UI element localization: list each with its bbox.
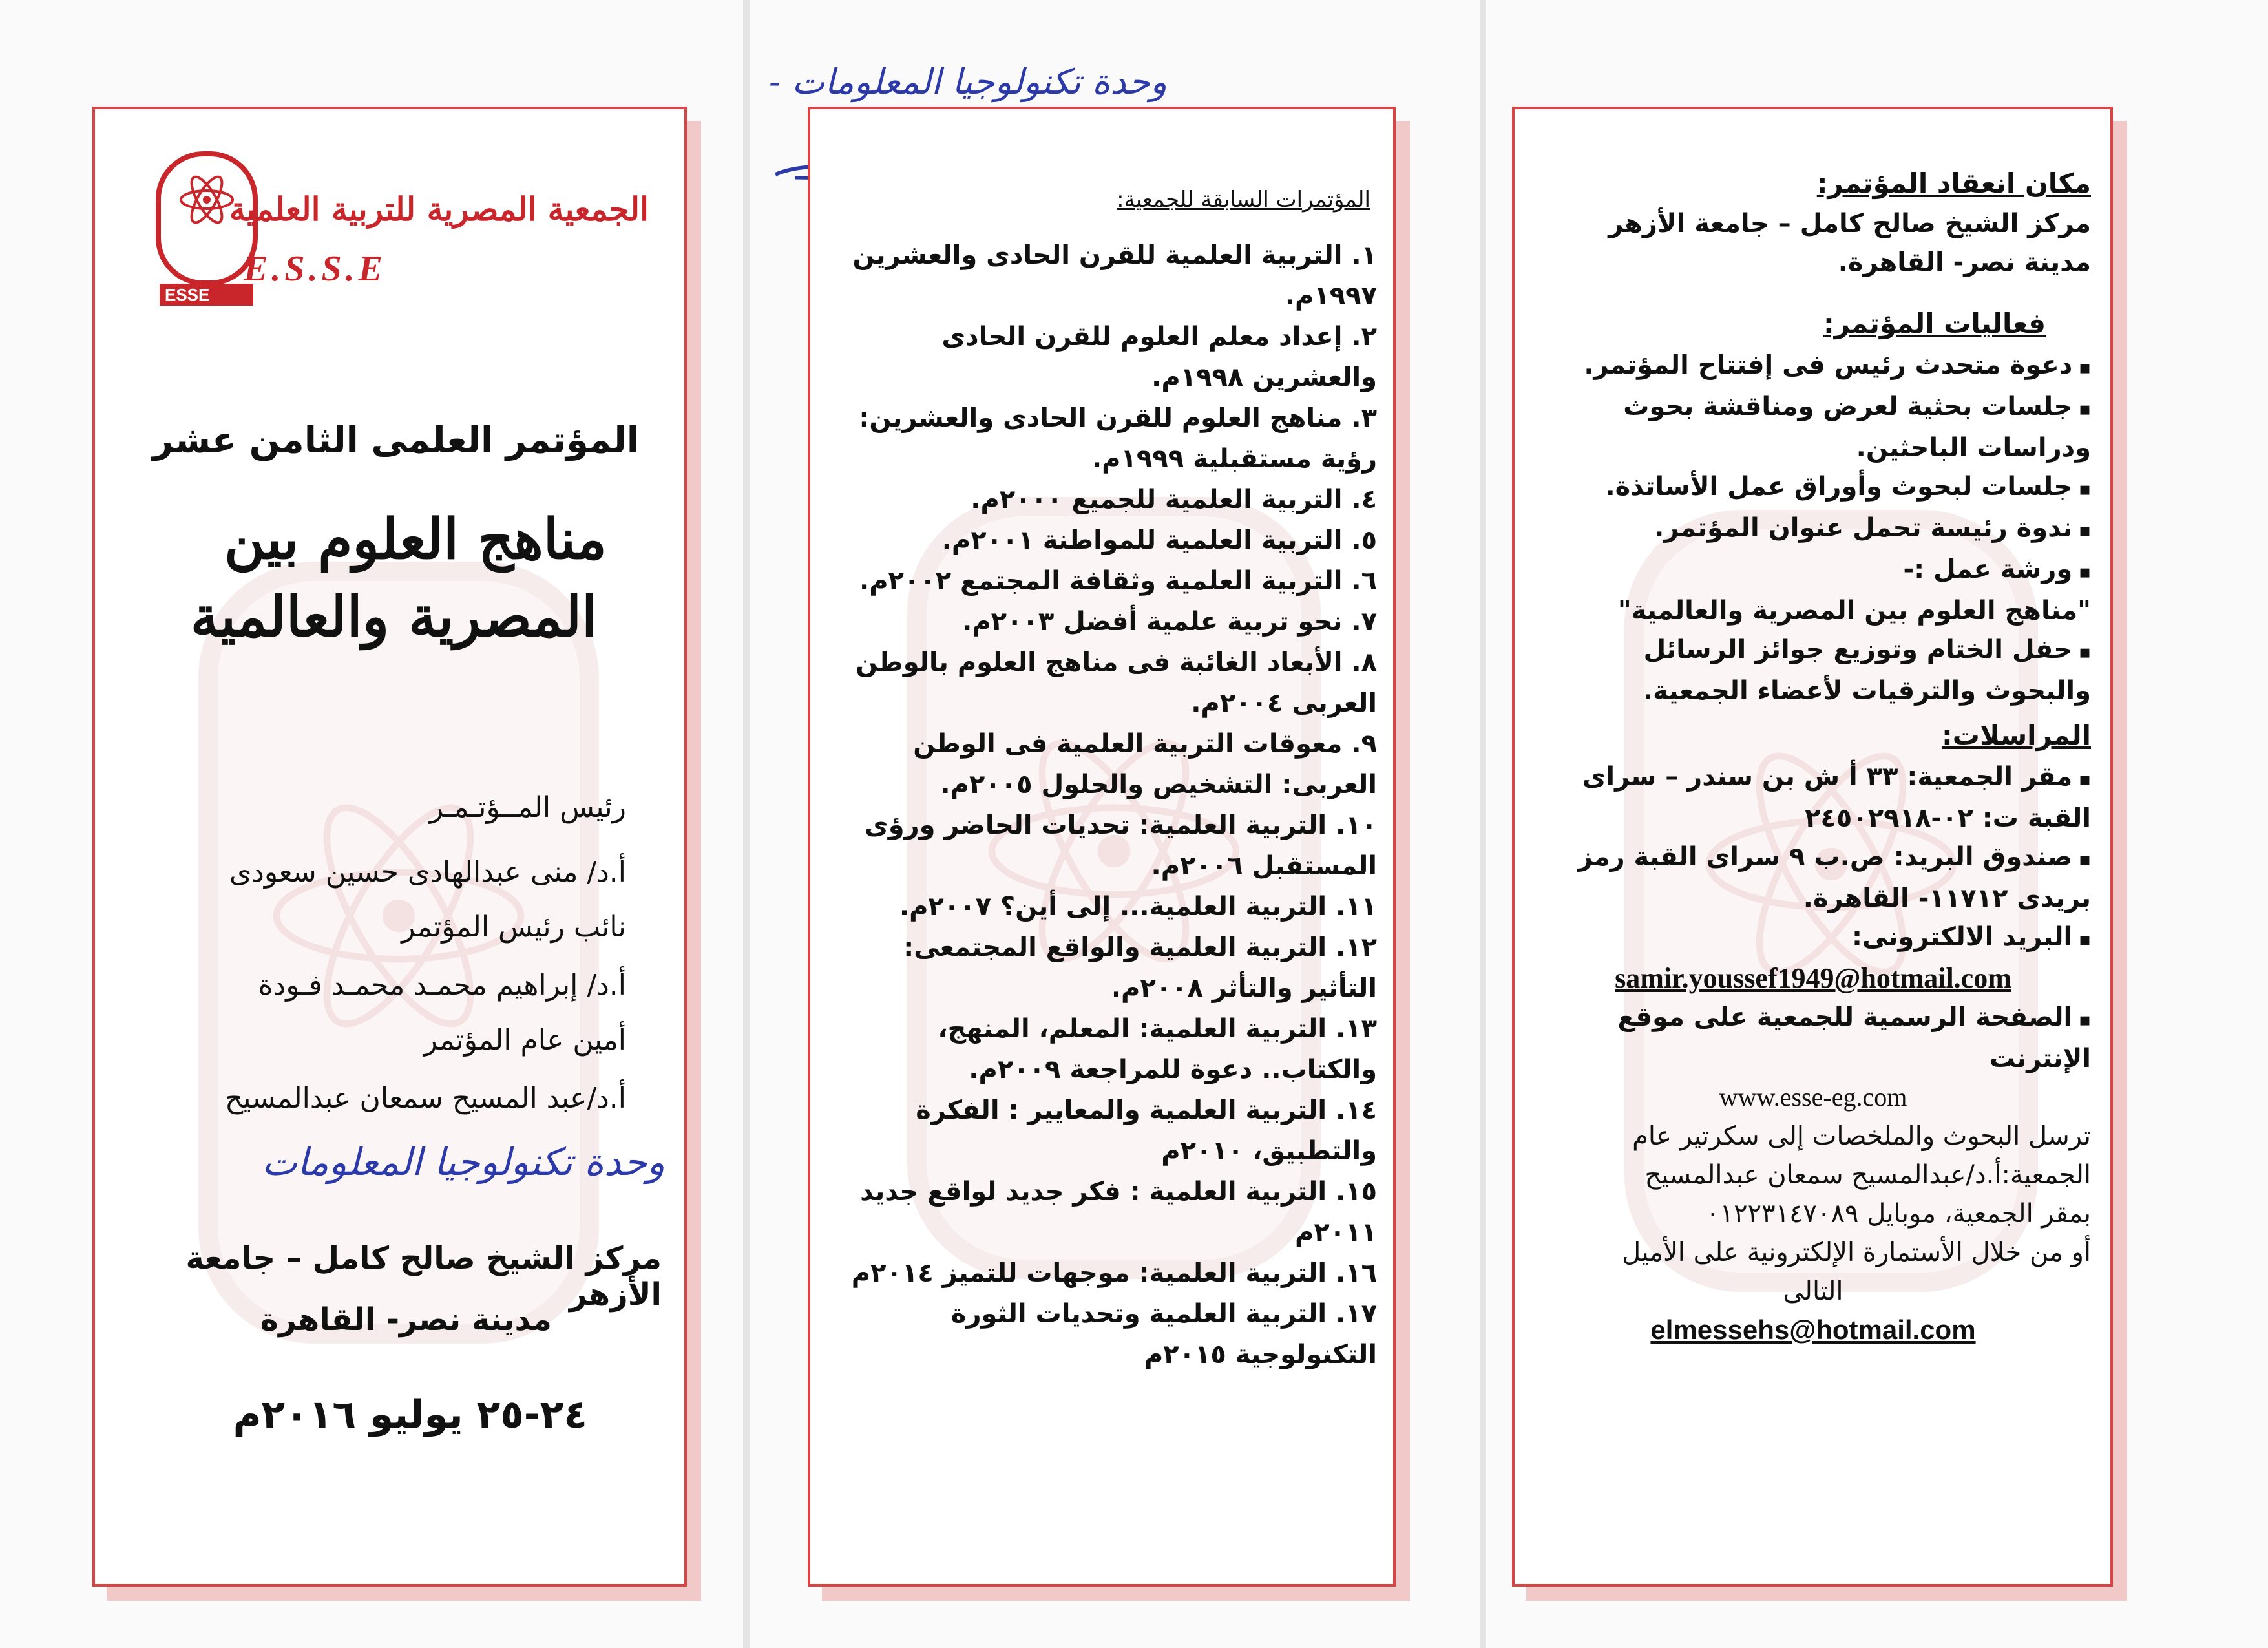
list-item: ٦. التربية العلمية وثقافة المجتمع ٢٠٠٢م. (859, 566, 1377, 596)
activity-item: ▪ حفل الختام وتوزيع جوائز الرسائل والبحوث والترقيات لأعضاء الجمعية. (1535, 630, 2091, 710)
list-item: ١٥. التربية العلمية : فكر جديد لواقع جديد ٢٠١١م (860, 1177, 1377, 1247)
activity-item: ▪ جلسات لبحوث وأوراق عمل الأساتذة. (1535, 467, 2091, 509)
venue-line1: مركز الشيخ صالح كامل – جامعة الأزهر (1608, 209, 2091, 238)
list-item: ٣. مناهج العلوم للقرن الحادى والعشرين: رؤية مستقبلية ١٩٩٩م. (859, 403, 1377, 474)
send-instructions-3: بمقر الجمعية، موبايل ٠١٢٢٣١٤٧٠٨٩ (1706, 1199, 2091, 1229)
handwritten-unit-note: وحدة تكنولوجيا المعلومات (262, 1140, 665, 1184)
secretary-label: أمين عام المؤتمر (423, 1024, 626, 1057)
list-item: ١٢. التربية العلمية والواقع المجتمعى: التأثير والتأثر ٢٠٠٨م. (903, 933, 1377, 1003)
list-item: ١٠. التربية العلمية: تحديات الحاضر ورؤى المستقبل ٢٠٠٦م. (865, 810, 1377, 881)
vice-president-label: نائب رئيس المؤتمر (401, 911, 626, 944)
hq-address: ▪ مقر الجمعية: ٣٣ أ ش بن سندر – سراى القبة ت: ٠٢-٢٤٥٠٢٩١٨ (1535, 757, 2091, 838)
conference-dates: ٢٤-٢٥ يوليو ٢٠١٦م (233, 1392, 587, 1437)
list-item: ٩. معوقات التربية العلمية فى الوطن العربى: التشخيص والحلول ٢٠٠٥م. (913, 729, 1377, 799)
send-instructions-1: ترسل البحوث والملخصات إلى سكرتير عام (1632, 1121, 2091, 1151)
right-panel (1512, 107, 2113, 1587)
secretary-name: أ.د/عبد المسيح سمعان عبدالمسيح (224, 1082, 626, 1115)
handwritten-line: - وحدة تكنولوجيا المعلومات (769, 61, 1168, 102)
venue-heading: مكان انعقاد المؤتمر: (1816, 167, 2091, 199)
conference-title-line1: مناهج العلوم بين (224, 507, 607, 572)
venue-line1: مركز الشيخ صالح كامل – جامعة الأزهر (185, 1240, 662, 1313)
website-label: ▪ الصفحة الرسمية للجمعية على موقع الإنترنت (1535, 998, 2091, 1078)
send-instructions-5: التالى (1783, 1276, 1843, 1306)
list-item: ١١. التربية العلمية... إلى أين؟ ٢٠٠٧م. (899, 892, 1377, 922)
list-item: ٨. الأبعاد الغائبة فى مناهج العلوم بالوطن العربى ٢٠٠٤م. (856, 648, 1377, 718)
email-label: ▪ البريد الالكترونى: (1535, 918, 2091, 959)
list-item: ٤. التربية العلمية للجميع ٢٠٠٠م. (971, 485, 1377, 514)
fold-line-left (743, 0, 750, 1648)
activity-item: ▪ دعوة متحدث رئيس فى إفتتاح المؤتمر. (1535, 346, 2091, 387)
activity-item: ▪ جلسات بحثية لعرض ومناقشة بحوث ودراسات الباحثين. (1535, 387, 2091, 467)
watermark-logo (198, 562, 599, 1344)
list-item: ٧. نحو تربية علمية أفضل ٢٠٠٣م. (962, 607, 1377, 637)
list-item: ١٣. التربية العلمية: المعلم، المنهج، والكتاب.. دعوة للمراجعة ٢٠٠٩م. (938, 1014, 1377, 1084)
list-item: ١٧. التربية العلمية وتحديات الثورة التكنولوجية ٢٠١٥م (950, 1299, 1377, 1369)
president-label: رئيس المــؤتـمـر (429, 791, 626, 824)
email-link[interactable]: samir.youssef1949@hotmail.com (1615, 962, 2011, 994)
list-item: ٢. إعداد معلم العلوم للقرن الحادى والعشرين ١٩٩٨م. (941, 322, 1377, 392)
send-instructions-2: الجمعية:أ.د/عبدالمسيح سمعان عبدالمسيح (1644, 1160, 2091, 1190)
workshop-title: "مناهج العلوم بين المصرية والعالمية" (1617, 596, 2091, 626)
list-item: ٥. التربية العلمية للمواطنة ٢٠٠١م. (941, 525, 1377, 555)
organization-abbreviation: E.S.S.E (244, 249, 386, 289)
activity-item: ▪ ورشة عمل :- (1535, 550, 2091, 591)
logo-label: ESSE (165, 285, 210, 304)
list-item: ١. التربية العلمية للقرن الحادى والعشرين ١٩٩٧م. (852, 240, 1377, 311)
website-link[interactable]: www.esse-eg.com (1719, 1083, 1907, 1112)
president-name: أ.د/ منى عبدالهادى حسين سعودى (229, 856, 626, 889)
activity-item: ▪ ندوة رئيسة تحمل عنوان المؤتمر. (1535, 509, 2091, 550)
venue-line2: مدينة نصر- القاهرة. (1838, 248, 2091, 277)
venue-line2: مدينة نصر- القاهرة (260, 1302, 552, 1338)
middle-panel (808, 107, 1396, 1587)
list-item: ١٤. التربية العلمية والمعايير : الفكرة والتطبيق، ٢٠١٠م (916, 1095, 1377, 1166)
list-item: ١٦. التربية العلمية: موجهات للتميز ٢٠١٤م (851, 1258, 1377, 1288)
left-panel (92, 107, 687, 1587)
send-instructions-4: أو من خلال الأستمارة الإلكترونية على الأميل (1622, 1238, 2091, 1267)
previous-conferences-list (821, 235, 1377, 1375)
fold-line-right (1480, 0, 1486, 1648)
vice-president-name: أ.د/ إبراهيم محمـد محمـد فـودة (258, 969, 626, 1002)
activities-heading: فعاليات المؤتمر: (1823, 308, 2046, 339)
previous-conferences-title: المؤتمرات السابقة للجمعية: (1117, 187, 1370, 213)
conference-title-line2: المصرية والعالمية (190, 584, 597, 650)
organization-name: الجمعية المصرية للتربية العلمية (229, 190, 649, 228)
email2-link[interactable]: elmessehs@hotmail.com (1650, 1315, 1976, 1345)
correspondence-heading: المراسلات: (1941, 719, 2091, 751)
conference-number: المؤتمر العلمى الثامن عشر (152, 419, 639, 461)
po-box: ▪ صندوق البريد: ص.ب ٩ سراى القبة رمز بريدى ١١٧١٢- القاهرة. (1535, 838, 2091, 918)
handwritten-top-note (769, 61, 1167, 102)
